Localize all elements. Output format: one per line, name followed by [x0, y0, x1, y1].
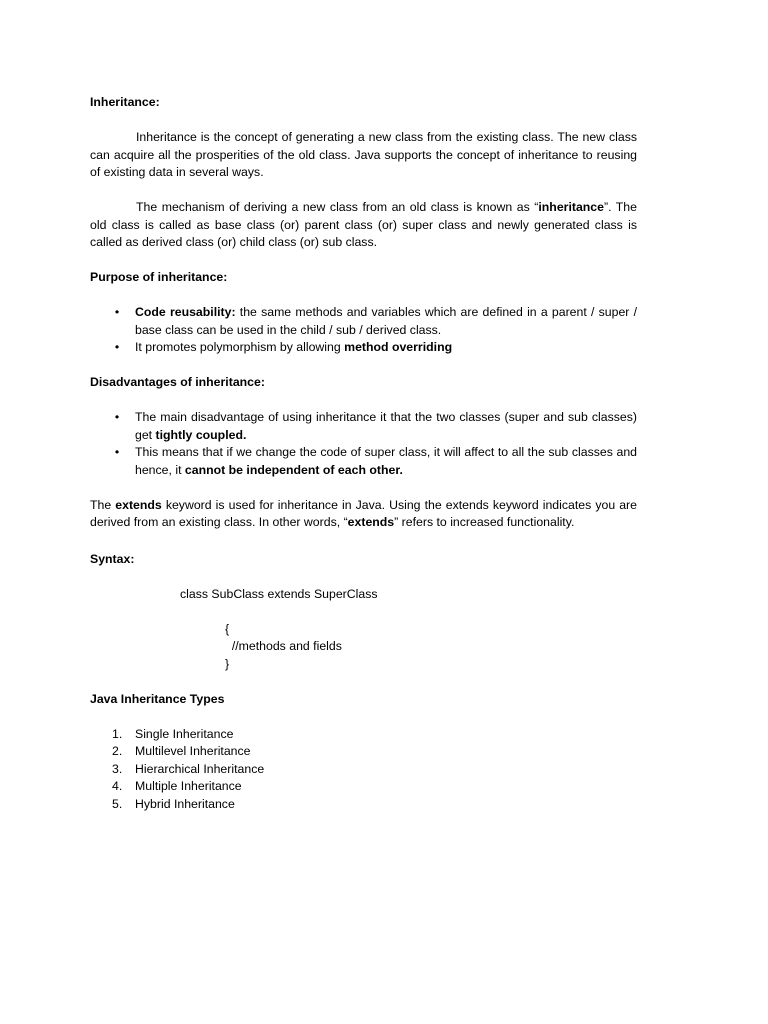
purpose-item-2	[90, 339, 637, 357]
extends-paragraph	[90, 497, 637, 532]
extends-text-2: keyword is used for inheritance in Java. Using the extends keyword indicates you are derived from an existing class. In other words, “	[90, 497, 637, 529]
syntax-body-comment: //methods and fields	[225, 639, 342, 653]
types-list-item	[90, 778, 637, 796]
disadvantage-item-1-text: The main disadvantage of using inheritance it that the two classes (super and sub classes) get	[135, 410, 637, 442]
types-list-item	[90, 726, 637, 744]
intro-p2-text-after: ”. The old class is called as base class (or) parent class (or) super class and newly generated class is called as derived class (or) child class (or) sub class.	[90, 200, 637, 249]
types-item-label: Hybrid Inheritance	[135, 796, 235, 811]
syntax-open-brace: {	[225, 621, 230, 636]
purpose-item-2-bold: method overriding	[344, 340, 453, 354]
purpose-item-1-text: the same methods and variables which are defined in a parent / super / base class can be used in the child / sub / derived class.	[135, 305, 638, 337]
types-list-item	[90, 761, 637, 779]
disadvantages-list	[90, 409, 637, 479]
syntax-close-brace: }	[225, 656, 230, 671]
types-item-number: 2.	[112, 744, 123, 758]
heading-types: Java Inheritance Types	[90, 691, 225, 706]
syntax-class-declaration: class SubClass extends SuperClass	[180, 586, 378, 601]
types-list-item	[90, 743, 637, 761]
types-list	[90, 726, 637, 814]
bullet-icon: •	[114, 305, 120, 319]
bullet-icon: •	[114, 410, 120, 424]
disadvantage-item-2	[90, 444, 637, 479]
disadvantage-item-2-text: This means that if we change the code of super class, it will affect to all the sub classes and hence, it	[135, 445, 637, 477]
intro-paragraph-2	[90, 199, 637, 252]
purpose-list	[90, 304, 637, 357]
purpose-item-1-bold: Code reusability:	[135, 305, 236, 319]
types-item-label: Single Inheritance	[135, 726, 234, 741]
intro-p2-bold: inheritance	[538, 200, 604, 214]
types-item-label: Hierarchical Inheritance	[135, 761, 265, 776]
intro-p2-text-before: The mechanism of deriving a new class from an old class is known as “	[136, 200, 539, 214]
types-item-label: Multilevel Inheritance	[135, 744, 251, 758]
types-item-number: 5.	[112, 796, 123, 811]
heading-disadvantages: Disadvantages of inheritance:	[90, 375, 265, 389]
heading-inheritance: Inheritance:	[90, 95, 160, 109]
extends-bold-2: extends	[347, 515, 395, 529]
heading-syntax: Syntax:	[90, 551, 135, 566]
types-item-number: 3.	[112, 761, 123, 776]
document-body	[90, 94, 637, 813]
bullet-icon: •	[114, 445, 120, 459]
extends-text-1: The	[90, 497, 116, 512]
extends-text-3: ” refers to increased functionality.	[394, 515, 575, 529]
purpose-item-2-text: It promotes polymorphism by allowing	[135, 340, 345, 354]
extends-bold-1: extends	[115, 497, 162, 512]
types-item-number: 1.	[112, 726, 123, 741]
intro-paragraph-1: Inheritance is the concept of generating a new class from the existing class. The new class can acquire all the prosperities of the old class. Java supports the concept of inheritance to reusing of existing data in several ways.	[90, 130, 637, 179]
purpose-item-1	[90, 304, 637, 339]
disadvantage-item-2-bold: cannot be independent of each other.	[184, 462, 403, 477]
types-item-number: 4.	[112, 779, 123, 793]
types-item-label: Multiple Inheritance	[135, 779, 242, 793]
bullet-icon: •	[114, 340, 120, 354]
heading-purpose: Purpose of inheritance:	[90, 270, 228, 284]
disadvantage-item-1	[90, 409, 637, 444]
types-list-item	[90, 796, 637, 814]
disadvantage-item-1-bold: tightly coupled.	[155, 427, 247, 442]
